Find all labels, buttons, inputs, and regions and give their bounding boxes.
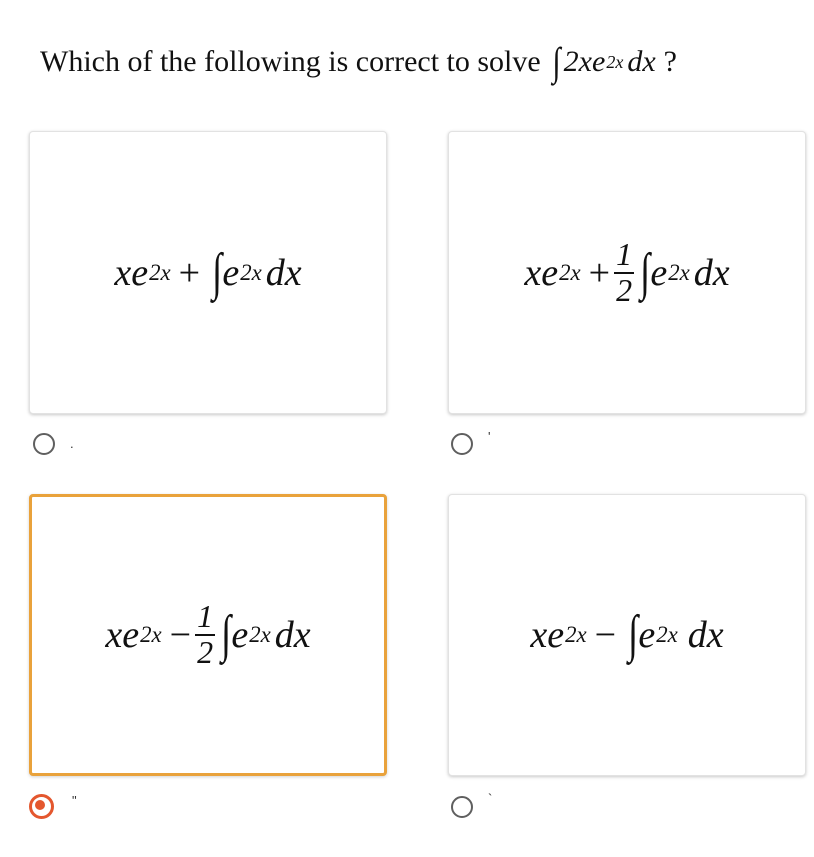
operator: +	[588, 251, 611, 294]
coefficient-fraction	[614, 235, 634, 308]
question-text	[40, 39, 677, 84]
differential: dx	[687, 614, 724, 656]
lead-exponent: 2x	[565, 622, 587, 647]
question-integral	[551, 39, 656, 84]
option-b-label: '	[488, 429, 491, 444]
fraction-numerator: 1	[616, 235, 633, 272]
option-c-radio[interactable]	[29, 794, 54, 819]
option-d-label: `	[488, 791, 493, 806]
integral-symbol: ∫	[212, 243, 223, 301]
option-c-label: "	[72, 793, 77, 808]
option-a-radio[interactable]	[33, 433, 55, 455]
integrand: 2xe	[563, 45, 606, 78]
integrand-base: e	[638, 614, 656, 656]
integrand-exponent: 2x	[240, 259, 262, 285]
option-card-a[interactable]	[29, 131, 387, 414]
coefficient-fraction	[195, 600, 215, 669]
option-d-radio[interactable]	[451, 796, 473, 818]
differential: dx	[265, 251, 302, 294]
differential: dx	[274, 614, 311, 656]
integrand-exponent: 2x	[249, 622, 271, 647]
option-card-b[interactable]	[448, 131, 806, 414]
integrand-base: e	[222, 251, 240, 294]
option-b-expression	[524, 235, 730, 308]
operator: −	[169, 614, 192, 656]
lead-term: xe	[524, 251, 559, 294]
lead-exponent: 2x	[149, 259, 171, 285]
option-a-expression	[114, 243, 302, 301]
lead-exponent: 2x	[140, 622, 162, 647]
integrand-exponent: 2x	[656, 622, 678, 647]
option-a-label: .	[70, 436, 74, 451]
differential: dx	[693, 251, 730, 294]
operator: +	[178, 251, 201, 294]
option-b-radio[interactable]	[451, 433, 473, 455]
fraction-denominator: 2	[616, 271, 633, 308]
integrand-exponent: 2x	[668, 259, 690, 285]
integral-symbol: ∫	[552, 39, 561, 84]
option-d-expression	[530, 606, 724, 663]
question-mark: ?	[663, 45, 677, 78]
option-c-expression	[105, 600, 310, 669]
option-card-c[interactable]	[29, 494, 387, 776]
integral-symbol: ∫	[221, 606, 232, 663]
lead-exponent: 2x	[559, 259, 581, 285]
differential: dx	[627, 45, 656, 78]
lead-term: xe	[530, 614, 565, 656]
lead-term: xe	[114, 251, 149, 294]
fraction-denominator: 2	[197, 634, 214, 670]
fraction-numerator: 1	[197, 598, 214, 635]
operator: −	[594, 614, 617, 656]
option-card-d[interactable]	[448, 494, 806, 776]
integrand-base: e	[650, 251, 668, 294]
integrand-base: e	[231, 614, 249, 656]
question-prefix: Which of the following is correct to solve	[40, 45, 541, 78]
integral-symbol: ∫	[640, 243, 651, 301]
integral-symbol: ∫	[628, 606, 639, 663]
lead-term: xe	[105, 614, 140, 656]
integrand-exponent: 2x	[606, 51, 624, 72]
